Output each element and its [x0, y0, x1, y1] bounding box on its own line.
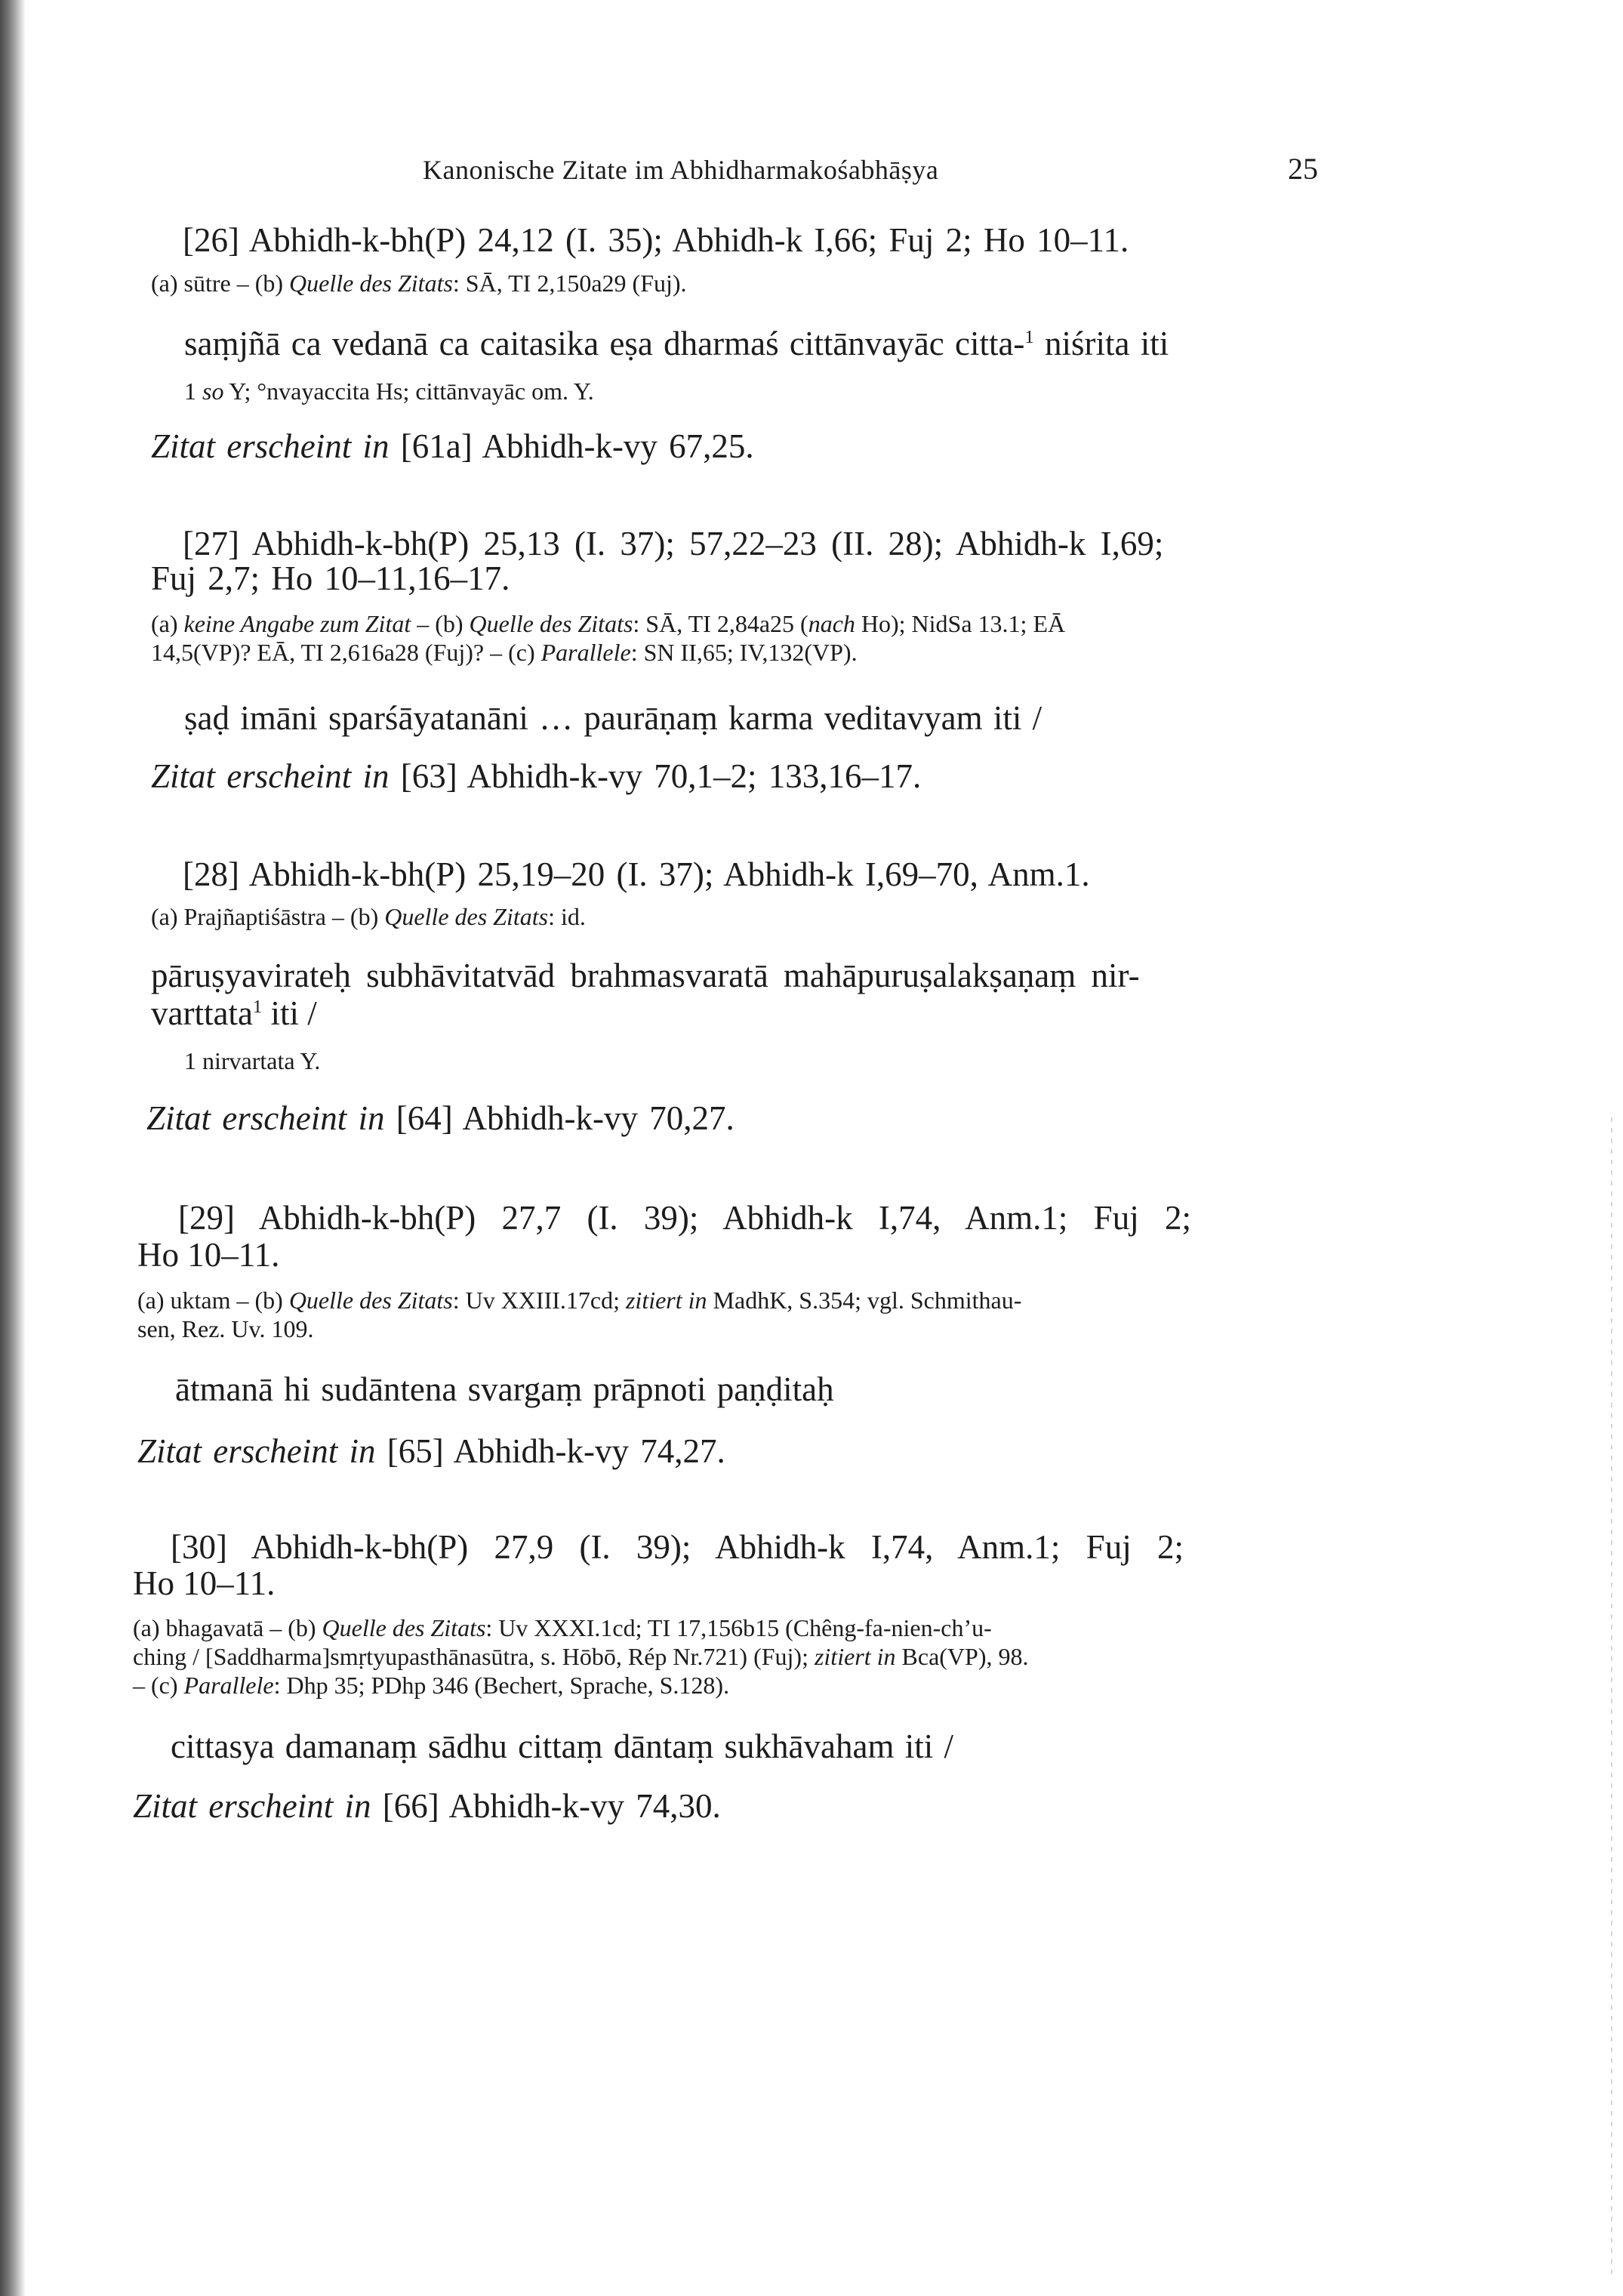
- entry-27-note-parallele-label: Parallele: [540, 639, 631, 666]
- entry-28-reference: [28] Abhidh-k-bh(P) 25,19–20 (I. 37); Abhidh-k I,69–70, Anm.1.: [183, 855, 1090, 893]
- entry-30-zitat: [133, 1786, 721, 1826]
- entry-27-note-a-italic: keine Angabe zum Zitat: [183, 610, 411, 637]
- entry-29-reference-line-2: Ho 10–11.: [137, 1236, 280, 1274]
- entry-26-quote-footnote-mark: 1: [1024, 327, 1034, 347]
- entry-26-footnote-num: 1: [184, 378, 202, 405]
- entry-26-footnote-so: so: [202, 378, 224, 405]
- entry-26-quote-text: saṃjñā ca vedanā ca caitasika eṣa dharmaś cittānvayāc citta-: [184, 325, 1025, 362]
- entry-27-note-line-2: [151, 639, 858, 667]
- entry-30-reference-line-2: Ho 10–11.: [133, 1564, 276, 1602]
- entry-27-reference-line-2: Fuj 2,7; Ho 10–11,16–17.: [151, 559, 510, 597]
- entry-27-note-line-2-start: 14,5(VP)? EĀ, TI 2,616a28 (Fuj)? – (c): [151, 639, 541, 666]
- entry-30-note-a: (a) bhagavatā – (b): [133, 1614, 322, 1641]
- entry-27-note-nach: nach: [808, 610, 855, 637]
- entry-28-note-label: Quelle des Zitats: [384, 903, 549, 930]
- entry-29-note-a: (a) uktam – (b): [137, 1287, 289, 1314]
- entry-30-note-line-3-end: : Dhp 35; PDhp 346 (Bechert, Sprache, S.128).: [273, 1672, 730, 1699]
- entry-26-zitat: [151, 427, 754, 466]
- entry-26-note-text: : SĀ, TI 2,150a29 (Fuj).: [452, 270, 687, 297]
- entry-26-zitat-text: [61a] Abhidh-k-vy 67,25.: [389, 427, 754, 465]
- entry-29-note-line-2: sen, Rez. Uv. 109.: [137, 1315, 314, 1342]
- entry-28-note-text: : id.: [548, 903, 586, 930]
- entry-27-reference-line-1: [27] Abhidh-k-bh(P) 25,13 (I. 37); 57,22–23 (II. 28); Abhidh-k I,69;: [183, 525, 1164, 562]
- entry-30-note-line-2-end: Bca(VP), 98.: [895, 1643, 1029, 1670]
- entry-26-zitat-label: Zitat erscheint in: [151, 427, 390, 465]
- entry-27-note-line-1: [151, 610, 1065, 638]
- entry-29-zitat-label: Zitat erscheint in: [137, 1432, 376, 1470]
- entry-28-zitat: [146, 1099, 735, 1138]
- entry-26-note-a: (a) sūtre – (b): [151, 270, 290, 297]
- entry-29-quote: ātmanā hi sudāntena svargaṃ prāpnoti paṇḍitaḥ: [175, 1370, 834, 1408]
- running-title: Kanonische Zitate im Abhidharmakośabhāṣya: [423, 155, 939, 185]
- entry-30-note-line-3: [133, 1672, 729, 1700]
- entry-27-note-label: Quelle des Zitats: [469, 610, 633, 637]
- entry-30-note-line-1: [133, 1614, 992, 1642]
- entry-27-zitat-label: Zitat erscheint in: [151, 757, 390, 795]
- entry-30-note-label: Quelle des Zitats: [322, 1614, 486, 1641]
- entry-28-quote-footnote-mark: 1: [252, 997, 263, 1017]
- entry-26-note: [151, 270, 687, 297]
- entry-26-note-label: Quelle des Zitats: [289, 270, 453, 297]
- entry-29-note-text-2: MadhK, S.354; vgl. Schmithau-: [707, 1287, 1022, 1314]
- entry-28-quote-line-2: [151, 994, 317, 1033]
- entry-30-note-line-2: [133, 1643, 1028, 1671]
- entry-29-note-zitiert: zitiert in: [625, 1287, 707, 1314]
- entry-28-zitat-text: [64] Abhidh-k-vy 70,27.: [384, 1099, 735, 1137]
- entry-27-quote: ṣaḍ imāni sparśāyatanāni … paurāṇaṃ karma veditavyam iti /: [184, 699, 1042, 737]
- entry-27-note-line-2-end: : SN II,65; IV,132(VP).: [630, 639, 858, 666]
- entry-29-zitat-text: [65] Abhidh-k-vy 74,27.: [375, 1432, 725, 1470]
- entry-30-note-parallele-label: Parallele: [183, 1672, 274, 1699]
- entry-27-note-text: : SĀ, TI 2,84a25 (: [633, 610, 808, 637]
- entry-27-zitat: [151, 757, 921, 796]
- entry-28-note: [151, 903, 586, 931]
- entry-29-note-label: Quelle des Zitats: [288, 1287, 453, 1314]
- entry-28-footnote: 1 nirvartata Y.: [184, 1047, 321, 1074]
- entry-28-quote-end: iti /: [262, 994, 317, 1032]
- entry-26-quote: [184, 324, 1169, 363]
- entry-26-quote-end: niśrita iti: [1033, 325, 1169, 362]
- entry-28-zitat-label: Zitat erscheint in: [146, 1099, 385, 1137]
- entry-27-note-a: (a): [151, 610, 184, 637]
- entry-30-note-text: : Uv XXXI.1cd; TI 17,156b15 (Chêng-fa-nien-ch’u-: [485, 1614, 992, 1641]
- entry-30-note-zitiert: zitiert in: [814, 1643, 896, 1670]
- entry-30-quote: cittasya damanaṃ sādhu cittaṃ dāntaṃ sukhāvaham iti /: [171, 1727, 953, 1765]
- entry-28-quote-text: varttata: [151, 994, 253, 1032]
- entry-30-zitat-text: [66] Abhidh-k-vy 74,30.: [371, 1787, 721, 1825]
- entry-29-note-line-1: [137, 1287, 1021, 1314]
- entry-29-reference-line-1: [29] Abhidh-k-bh(P) 27,7 (I. 39); Abhidh-k I,74, Anm.1; Fuj 2;: [178, 1199, 1191, 1237]
- entry-26-reference: [26] Abhidh-k-bh(P) 24,12 (I. 35); Abhidh-k I,66; Fuj 2; Ho 10–11.: [183, 221, 1129, 259]
- entry-29-zitat: [137, 1432, 725, 1471]
- entry-28-quote-line-1: pāruṣyavirateḥ subhāvitatvād brahmasvaratā mahāpuruṣalakṣaṇaṃ nir-: [151, 957, 1140, 994]
- entry-27-note-a-rest: – (b): [411, 610, 470, 637]
- page-number: 25: [1288, 152, 1318, 186]
- entry-29-note-text: : Uv XXIII.17cd;: [452, 1287, 626, 1314]
- entry-28-note-a: (a) Prajñaptiśāstra – (b): [151, 903, 385, 930]
- entry-30-note-line-2-text: ching / [Saddharma]smṛtyupasthānasūtra, s. Hōbō, Rép Nr.721) (Fuj);: [133, 1643, 815, 1670]
- entry-30-note-line-3-start: – (c): [133, 1672, 184, 1699]
- entry-27-zitat-text: [63] Abhidh-k-vy 70,1–2; 133,16–17.: [389, 757, 922, 795]
- entry-26-footnote: [184, 378, 594, 405]
- entry-26-footnote-text: Y; °nvayaccita Hs; cittānvayāc om. Y.: [223, 378, 594, 405]
- entry-27-note-text-2: Ho); NidSa 13.1; EĀ: [855, 610, 1066, 637]
- entry-30-reference-line-1: [30] Abhidh-k-bh(P) 27,9 (I. 39); Abhidh-k I,74, Anm.1; Fuj 2;: [171, 1528, 1184, 1566]
- entry-30-zitat-label: Zitat erscheint in: [133, 1787, 371, 1825]
